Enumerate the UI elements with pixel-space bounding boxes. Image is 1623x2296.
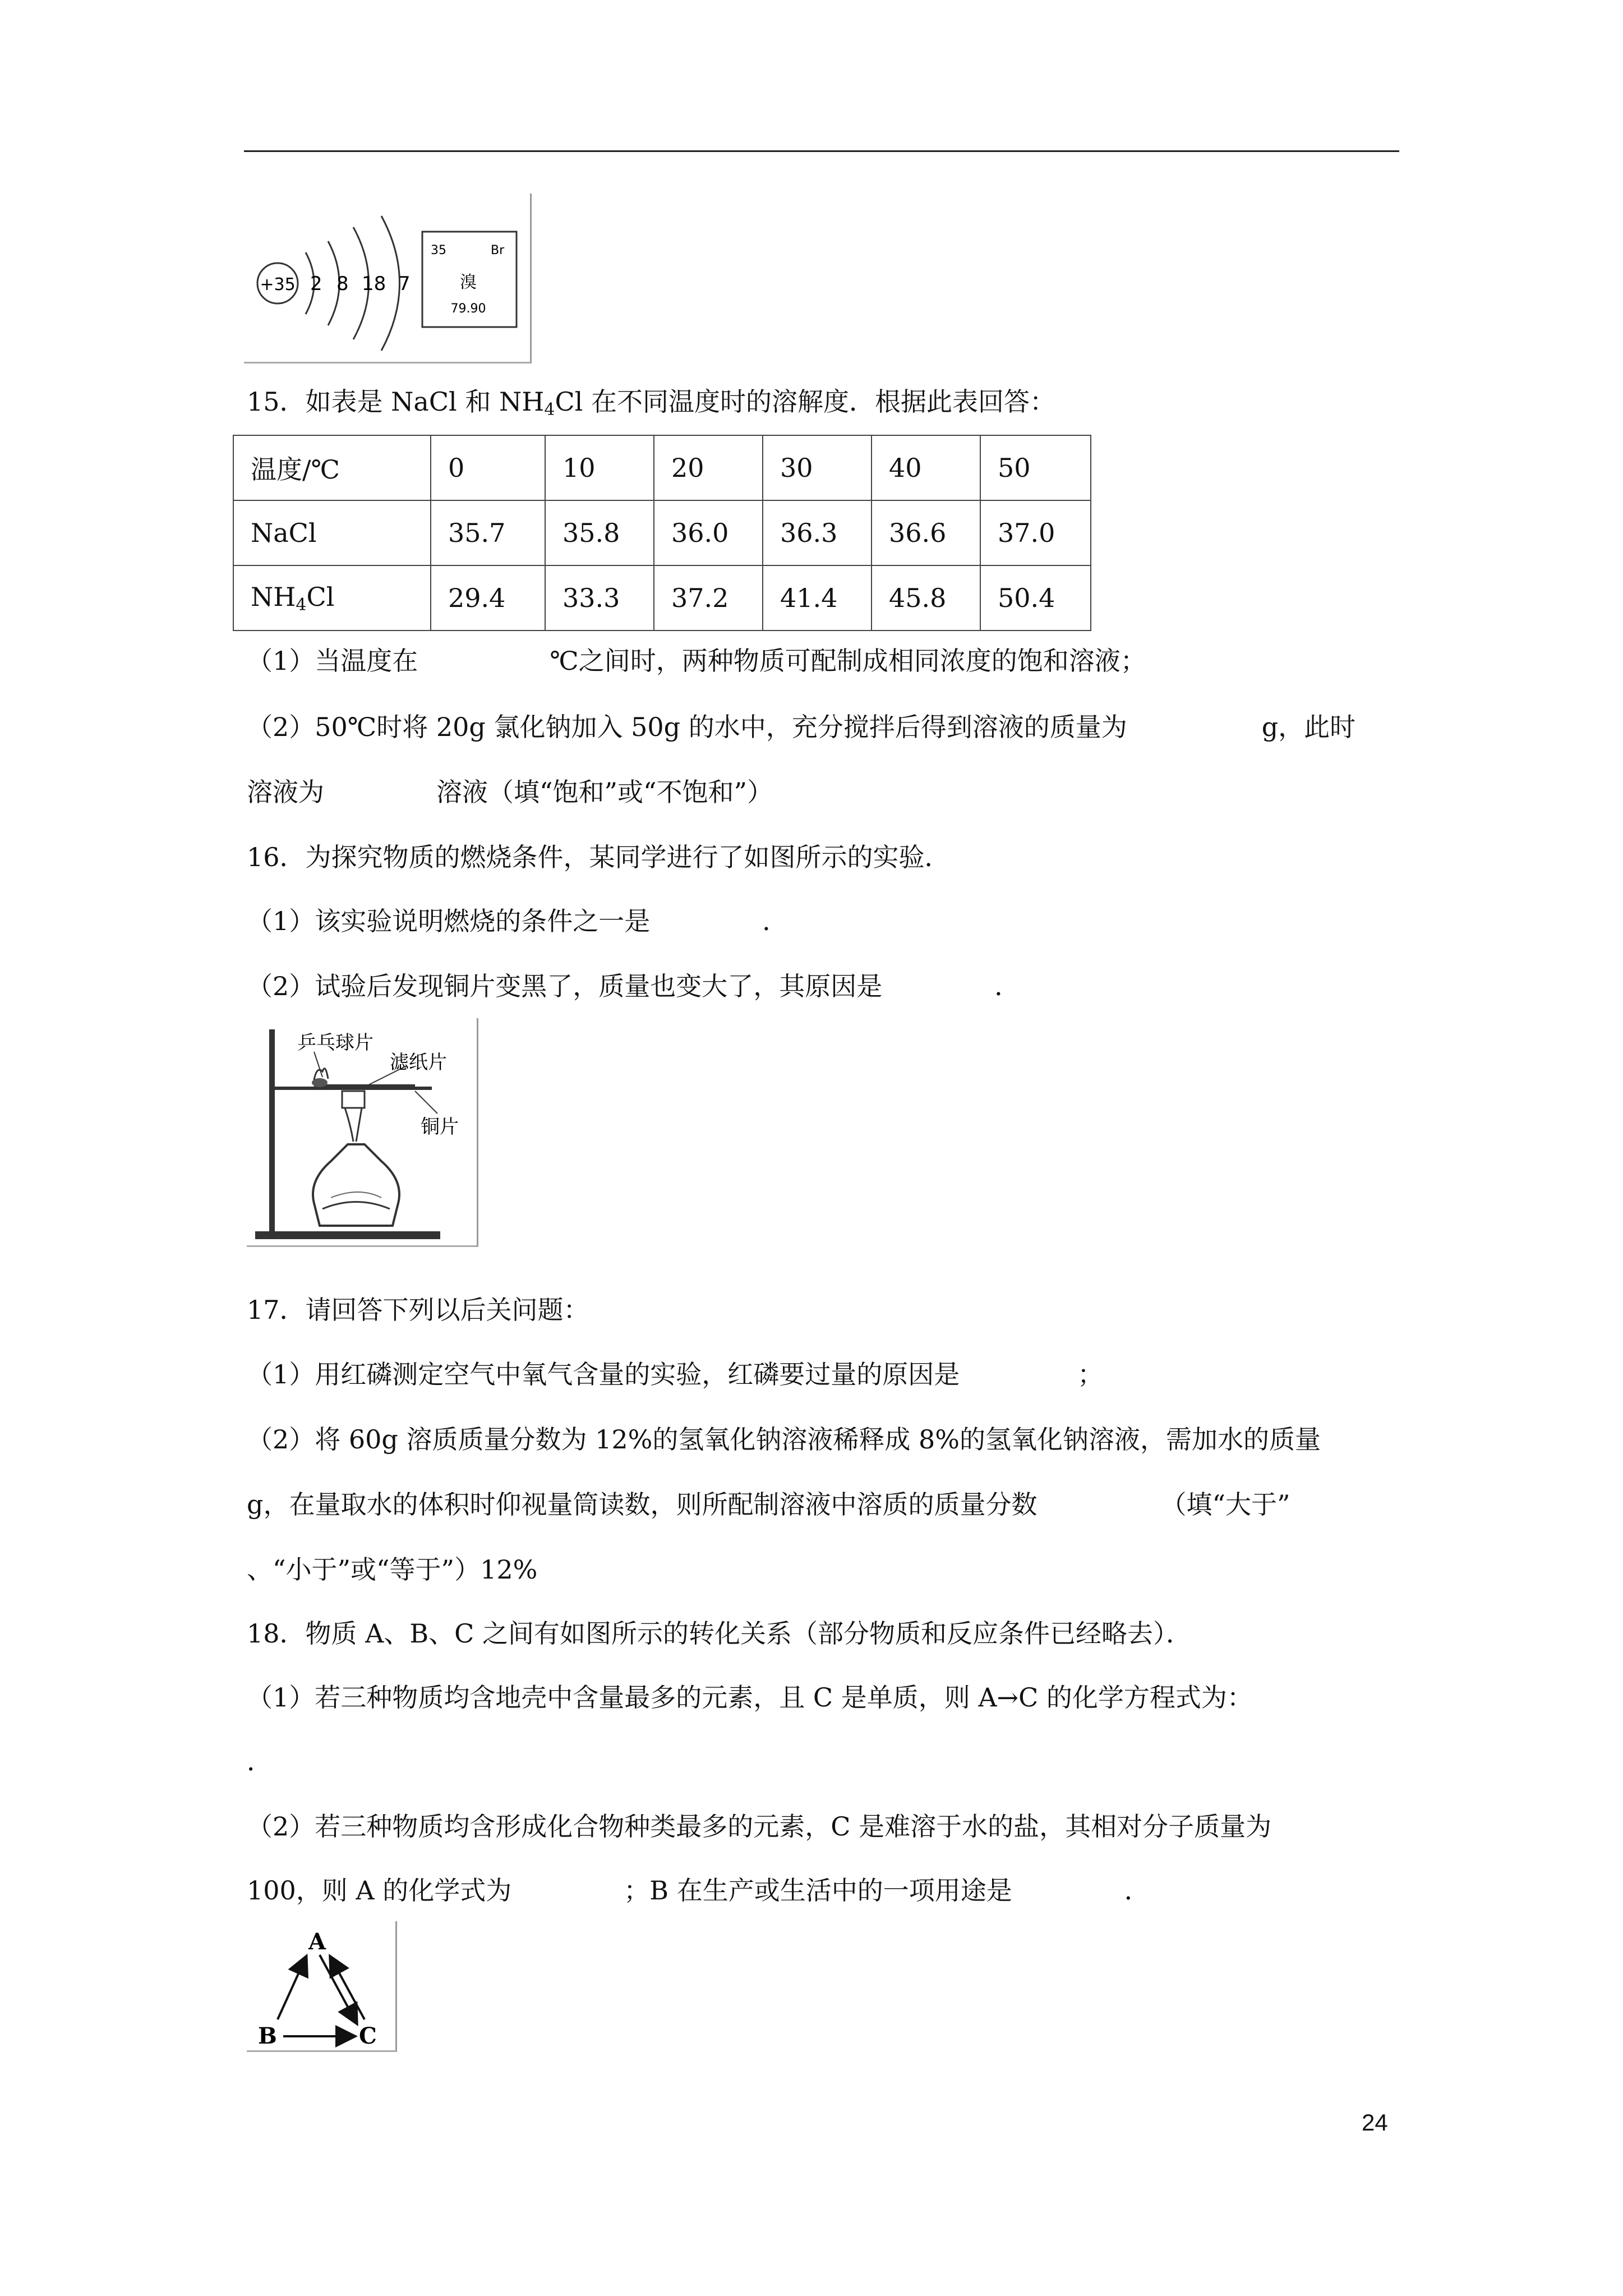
q18-part1: （1）若三种物质均含地壳中含量最多的元素，且 C 是单质，则 A→C 的化学方程式为： xyxy=(247,1682,1253,1713)
q18-stem: 18．物质 A、B、C 之间有如图所示的转化关系（部分物质和反应条件已经略去）． xyxy=(247,1618,1192,1649)
table-cell: 36.6 xyxy=(872,500,980,565)
table-cell: 40 xyxy=(872,435,980,500)
table-cell: 37.0 xyxy=(980,500,1091,565)
node-b: B xyxy=(258,2023,277,2049)
element-symbol: Br xyxy=(491,243,505,257)
q18-part2: （2）若三种物质均含形成化合物种类最多的元素，C 是难溶于水的盐，其相对分子质量为 xyxy=(247,1811,1272,1842)
table-cell: 10 xyxy=(545,435,654,500)
table-cell: 35.7 xyxy=(431,500,545,565)
q17-part1: （1）用红磷测定空气中氧气含量的实验，红磷要过量的原因是 ； xyxy=(247,1359,1104,1389)
q17-stem: 17．请回答下列以后关问题： xyxy=(247,1295,589,1325)
table-cell: 29.4 xyxy=(431,565,545,631)
shell-2: 8 xyxy=(336,273,349,295)
q18-part1-end: ． xyxy=(247,1746,273,1777)
page-number: 24 xyxy=(1362,2109,1388,2136)
q18-part2-cont: 100，则 A 的化学式为 ；B 在生产或生活中的一项用途是 ． xyxy=(247,1875,1150,1906)
table-cell: 0 xyxy=(431,435,545,500)
shell-3: 18 xyxy=(362,273,386,295)
header-rule xyxy=(244,150,1399,152)
table-cell: 温度/℃ xyxy=(233,435,431,500)
table-cell: 36.3 xyxy=(763,500,872,565)
table-row xyxy=(233,500,1091,565)
table-cell: 37.2 xyxy=(654,565,763,631)
table-cell: 30 xyxy=(763,435,872,500)
element-number: 35 xyxy=(431,243,446,257)
table-cell: 36.0 xyxy=(654,500,763,565)
table-cell: 35.8 xyxy=(545,500,654,565)
table-cell: 45.8 xyxy=(872,565,980,631)
table-cell: 50 xyxy=(980,435,1091,500)
q15-part2-cont: 溶液为 溶液（填“饱和”或“不饱和”） xyxy=(247,777,773,807)
table-cell: $NH_4Cl$ xyxy=(233,565,431,631)
q15-part2: （2）50℃时将 20g 氯化钠加入 50g 的水中，充分搅拌后得到溶液的质量为 g，此时 xyxy=(247,712,1356,742)
element-mass: 79.90 xyxy=(450,302,486,316)
abc-transformation-figure xyxy=(247,1921,397,2052)
shell-1: 2 xyxy=(310,273,322,295)
fig-label-filter-paper: 滤纸片 xyxy=(390,1051,447,1074)
q16-part2: （2）试验后发现铜片变黑了，质量也变大了，其原因是 ． xyxy=(247,971,1021,1001)
node-a: A xyxy=(308,1929,326,1955)
table-cell: 20 xyxy=(654,435,763,500)
q17-part2-end: 、“小于”或“等于”）12% xyxy=(247,1554,538,1585)
q16-stem: 16．为探究物质的燃烧条件，某同学进行了如图所示的实验． xyxy=(247,842,951,872)
q15-part1: （1）当温度在 ℃之间时，两种物质可配制成相同浓度的饱和溶液； xyxy=(247,646,1146,676)
shell-4: 7 xyxy=(398,273,411,295)
q16-part1: （1）该实验说明燃烧的条件之一是 ． xyxy=(247,906,789,936)
table-row xyxy=(233,565,1091,631)
combustion-experiment-figure xyxy=(247,1018,478,1247)
q17-part2-cont: g，在量取水的体积时仰视量筒读数，则所配制溶液中溶质的质量分数 （填“大于” xyxy=(247,1489,1290,1520)
solubility-table xyxy=(233,435,1091,631)
element-name: 溴 xyxy=(460,273,477,292)
table-cell: 33.3 xyxy=(545,565,654,631)
nucleus-charge: +35 xyxy=(260,275,296,295)
node-c: C xyxy=(359,2023,377,2049)
fig-label-copper: 铜片 xyxy=(421,1116,459,1138)
table-cell: NaCl xyxy=(233,500,431,565)
bromine-atom-figure xyxy=(244,194,532,364)
table-row xyxy=(233,435,1091,500)
table-cell: 50.4 xyxy=(980,565,1091,631)
table-cell: 41.4 xyxy=(763,565,872,631)
q17-part2: （2）将 60g 溶质质量分数为 12%的氢氧化钠溶液稀释成 8%的氢氧化钠溶液，需加水的质量 xyxy=(247,1424,1321,1455)
fig-label-pingpong: 乒乓球片 xyxy=(297,1032,374,1054)
q15-stem: 15．如表是 NaCl 和 $NH_4Cl$ 在不同温度时的溶解度．根据此表回答： xyxy=(247,386,1055,420)
